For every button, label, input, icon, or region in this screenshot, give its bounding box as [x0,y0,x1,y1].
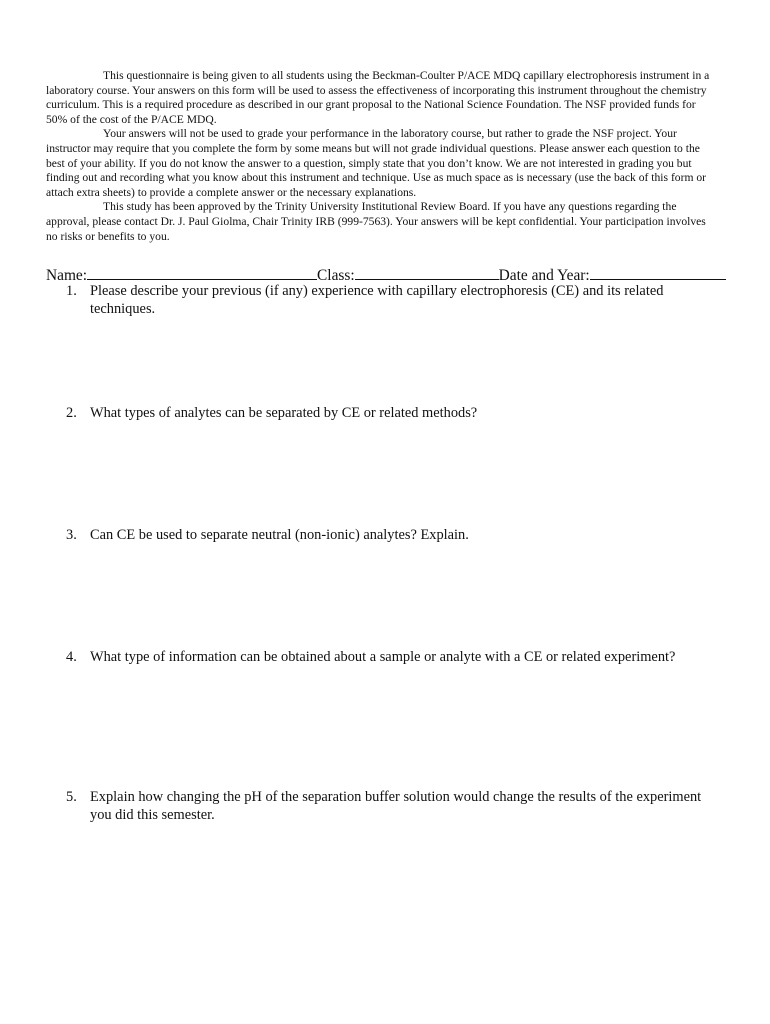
question-5 [66,789,726,824]
question-number: 4. [66,649,77,665]
question-1 [66,283,726,318]
intro-paragraph-grading: Your answers will not be used to grade your performance in the laboratory course, but rather to grade the NSF project. Your instructor may require that you complete the form by some means but will not grade individual questions. Please answer each question to the best of your ability. If you do not know the answer to a question, simply state that you don’t know. We are not interested in grading you but finding out and recording what you know about this instrument and technique. Use as much space as is necessary (use the back of this form or attach extra sheets) to provide a complete answer or the necessary explanations. [46,127,707,199]
question-4 [66,649,726,667]
date-year-field[interactable] [590,264,726,280]
intro-paragraph-approval: This study has been approved by the Trinity University Institutional Review Board. If you have any questions regarding the approval, please contact Dr. J. Paul Giolma, Chair Trinity IRB (999-7563). Your answers will be kept confidential. Your participation involves no risks or benefits to you. [46,200,706,243]
question-text: Can CE be used to separate neutral (non-ionic) analytes? Explain. [90,527,469,543]
question-2 [66,405,726,423]
intro-text [46,69,718,244]
class-label: Class: [317,267,355,284]
question-text: What type of information can be obtained about a sample or analyte with a CE or related experiment? [90,649,676,665]
question-text: Explain how changing the pH of the separation buffer solution would change the results of the experiment you did this semester. [90,789,702,823]
question-text: Please describe your previous (if any) experience with capillary electrophoresis (CE) and its related techniques. [90,283,664,317]
student-info-line [46,264,730,285]
intro-paragraph-purpose: This questionnaire is being given to all students using the Beckman-Coulter P/ACE MDQ capillary electrophoresis instrument in a laboratory course. Your answers on this form will be used to assess the effectiveness of incorporating this instrument throughout the chemistry curriculum. This is a required procedure as described in our grant proposal to the National Science Foundation. The NSF provided funds for 50% of the cost of the P/ACE MDQ. [46,69,710,126]
date-year-label: Date and Year: [498,267,590,284]
name-field[interactable] [87,264,317,280]
question-text: What types of analytes can be separated by CE or related methods? [90,405,478,421]
name-label: Name: [46,267,88,284]
question-3 [66,527,726,545]
question-number: 3. [66,527,77,543]
question-number: 5. [66,789,77,805]
class-field[interactable] [355,264,499,280]
question-number: 2. [66,405,77,421]
question-number: 1. [66,283,77,299]
